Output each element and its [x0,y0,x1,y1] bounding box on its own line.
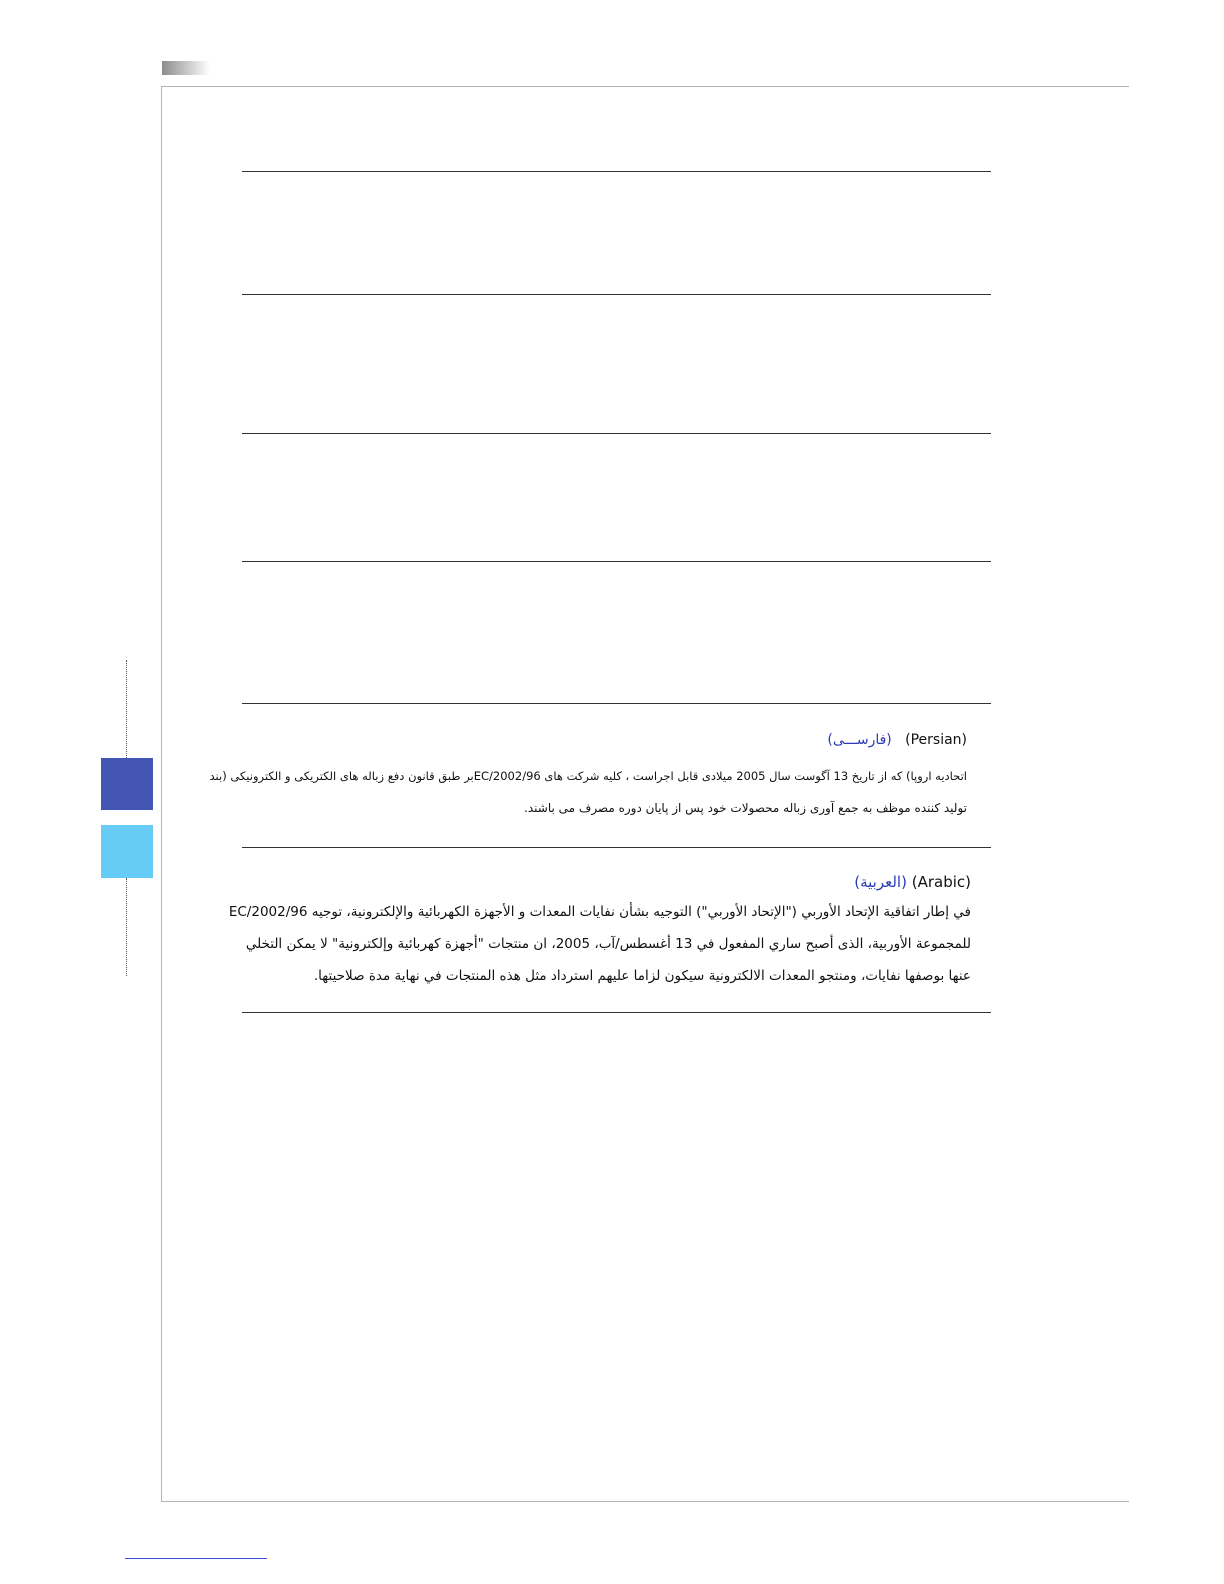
section-divider [242,171,991,172]
arabic-paragraph-line: عنها بوصفها نفايات، ومنتجو المعدات الالكترونية سيكون لزاما عليهم استرداد مثل هذه المنتجات في نهاية مدة صلاحيتها. [313,968,971,984]
header-tab-marker [162,61,210,75]
persian-paragraph-line: تولید کننده موظف به جمع آوری زباله محصولات خود پس از پایان دوره مصرف می باشند. [524,801,967,815]
section-divider [242,294,991,295]
persian-native-name: (فارســـی) [827,732,892,748]
section-divider [242,703,991,704]
side-block-light [101,825,153,878]
persian-section-title [827,732,967,748]
section-divider [242,561,991,562]
arabic-paragraph-line: في إطار اتفاقية الإتحاد الأوربي ("الإتحاد الأوربي") التوجيه بشأن نفايات المعدات و الأجهزة الكهربائية والإلكترونية، توجيه 2002/96/EC [228,904,971,920]
side-dotted-line-bottom [126,878,127,976]
section-divider [242,847,991,848]
arabic-native-name: (العربية) [854,873,907,891]
arabic-paragraph-line: للمجموعة الأوربية، الذى أصبح ساري المفعول في 13 أغسطس/آب، 2005، ان منتجات "أجهزة كهربائية وإلكترونية" لا يمكن التخلي [245,936,971,952]
footer-link-underline[interactable] [125,1558,267,1559]
section-divider [242,1012,991,1013]
arabic-section-title [854,873,971,891]
section-divider [242,433,991,434]
side-block-dark [101,758,153,810]
persian-english-name: (Persian) [905,732,967,748]
arabic-english-name: (Arabic) [911,873,971,891]
side-dotted-line-top [126,660,127,758]
page-frame [161,86,1129,1502]
persian-paragraph-line: اتحادیه اروپا) که از تاریخ 13 آگوست سال 2005 میلادی قابل اجراست ، کلیه شرکت های 2002/96/ECبر طبق قانون دفع زباله های الکتریکی و الکترونیکی (بند [209,769,967,783]
